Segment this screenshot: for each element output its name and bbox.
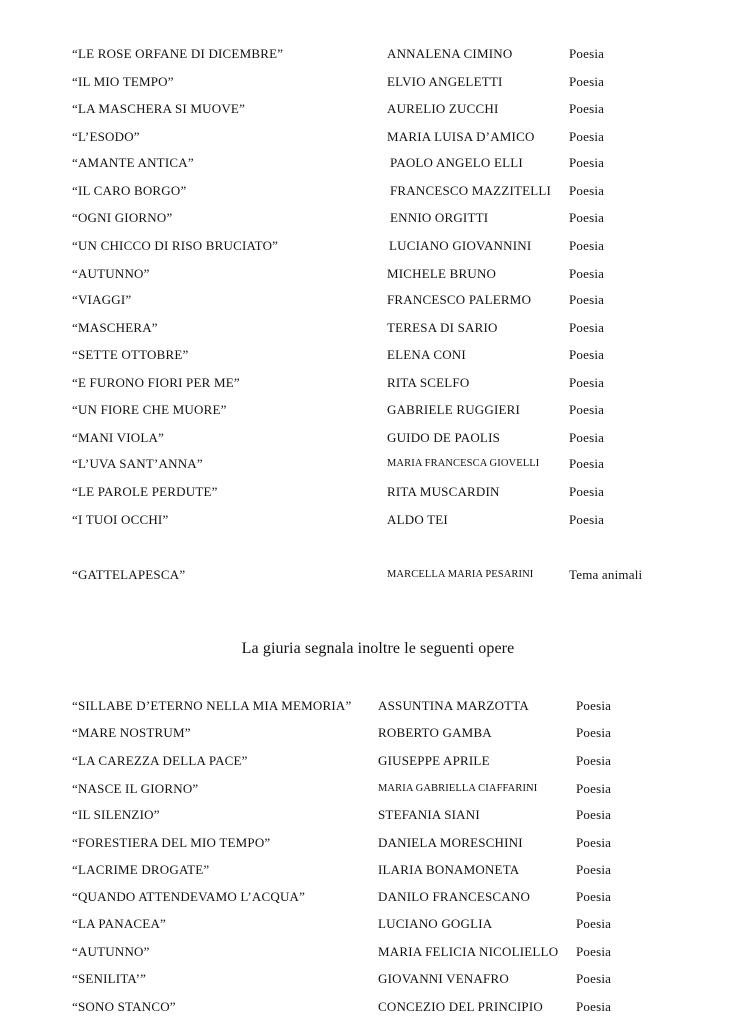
author-name: MARIA GABRIELLA CIAFFARINI [378,783,538,794]
special-entry [0,566,756,584]
section-heading: La giuria segnala inoltre le seguenti opere [241,640,515,657]
work-title: “SONO STANCO” [72,999,176,1014]
author-name: RITA SCELFO [387,375,470,390]
author-name: FRANCESCO MAZZITELLI [390,183,552,198]
author-name: FRANCESCO PALERMO [387,292,532,307]
work-title: “AUTUNNO” [72,944,150,959]
work-title: “MASCHERA” [72,320,158,335]
work-title: “IL MIO TEMPO” [72,74,174,89]
work-title: “E FURONO FIORI PER ME” [72,375,240,390]
author-name: DANIELA MORESCHINI [378,835,523,850]
work-title: “UN FIORE CHE MUORE” [72,402,227,417]
list-item [0,724,756,742]
author-name: MARIA FELICIA NICOLIELLO [378,944,559,959]
category-label: Poesia [576,807,612,822]
category-label: Poesia [569,129,605,144]
category-label: Poesia [569,430,605,445]
list-item [0,265,756,283]
list-item [0,237,756,255]
list-item [0,374,756,392]
list-item [0,697,756,715]
category-label: Poesia [569,155,605,170]
work-title: “SETTE OTTOBRE” [72,347,189,362]
category-label: Poesia [569,512,605,527]
author-name: ANNALENA CIMINO [387,46,513,61]
category-label: Poesia [569,402,605,417]
list-item [0,998,756,1016]
author-name: STEFANIA SIANI [378,807,480,822]
author-name: GABRIELE RUGGIERI [387,402,521,417]
author-name: ELVIO ANGELETTI [387,74,503,89]
work-title: “I TUOI OCCHI” [72,512,169,527]
work-title: “MARE NOSTRUM” [72,725,191,740]
work-title: “NASCE IL GIORNO” [72,781,199,796]
list-item [0,511,756,529]
author-name: PAOLO ANGELO ELLI [390,155,523,170]
list-item [0,291,756,309]
list-item [0,209,756,227]
category-label: Poesia [569,456,605,471]
work-title: “GATTELAPESCA” [72,567,186,582]
work-title: “IL CARO BORGO” [72,183,187,198]
category-label: Poesia [576,835,612,850]
category-label: Poesia [569,266,605,281]
list-item [0,834,756,852]
category-label: Poesia [569,238,605,253]
category-label: Poesia [569,101,605,116]
author-name: MARCELLA MARIA PESARINI [387,569,534,580]
list-item [0,455,756,473]
work-title: “LA CAREZZA DELLA PACE” [72,753,248,768]
list-item [0,970,756,988]
work-title: “LACRIME DROGATE” [72,862,210,877]
list-item [0,915,756,933]
category-label: Poesia [576,753,612,768]
author-name: ROBERTO GAMBA [378,725,492,740]
author-name: GIOVANNI VENAFRO [378,971,509,986]
list-item [0,888,756,906]
list-item [0,100,756,118]
author-name: GIUSEPPE APRILE [378,753,490,768]
category-label: Poesia [569,375,605,390]
category-label: Poesia [576,698,612,713]
work-title: “L’ESODO” [72,129,140,144]
author-name: MICHELE BRUNO [387,266,497,281]
category-label: Poesia [576,889,612,904]
list-item [0,45,756,63]
work-title: “FORESTIERA DEL MIO TEMPO” [72,835,271,850]
author-name: RITA MUSCARDIN [387,484,500,499]
category-label: Poesia [569,292,605,307]
author-name: ENNIO ORGITTI [390,210,489,225]
category-label: Poesia [576,725,612,740]
work-title: “SENILITA’” [72,971,147,986]
work-title: “AMANTE ANTICA” [72,155,194,170]
category-label: Tema animali [569,567,643,582]
list-item [0,943,756,961]
work-title: “UN CHICCO DI RISO BRUCIATO” [72,238,279,253]
work-title: “SILLABE D’ETERNO NELLA MIA MEMORIA” [72,698,352,713]
author-name: DANILO FRANCESCANO [378,889,531,904]
category-label: Poesia [576,971,612,986]
list-item [0,861,756,879]
category-label: Poesia [576,944,612,959]
category-label: Poesia [569,210,605,225]
work-title: “OGNI GIORNO” [72,210,173,225]
author-name: CONCEZIO DEL PRINCIPIO [378,999,543,1014]
category-label: Poesia [569,484,605,499]
author-name: LUCIANO GIOVANNINI [389,238,532,253]
author-name: ASSUNTINA MARZOTTA [378,698,529,713]
list-item [0,154,756,172]
work-title: “LA MASCHERA SI MUOVE” [72,101,246,116]
list-item [0,182,756,200]
author-name: TERESA DI SARIO [387,320,498,335]
category-label: Poesia [576,916,612,931]
list-item [0,806,756,824]
author-name: LUCIANO GOGLIA [378,916,493,931]
category-label: Poesia [576,781,612,796]
category-label: Poesia [569,46,605,61]
work-title: “LE PAROLE PERDUTE” [72,484,218,499]
list-item [0,73,756,91]
list-item [0,752,756,770]
category-label: Poesia [576,862,612,877]
author-name: AURELIO ZUCCHI [387,101,499,116]
author-name: MARIA LUISA D’AMICO [387,129,535,144]
work-title: “L’UVA SANT’ANNA” [72,456,203,471]
author-name: MARIA FRANCESCA GIOVELLI [387,458,540,469]
work-title: “QUANDO ATTENDEVAMO L’ACQUA” [72,889,306,904]
list-item [0,780,756,798]
work-title: “LA PANACEA” [72,916,167,931]
list-item [0,346,756,364]
list-item [0,483,756,501]
category-label: Poesia [576,999,612,1014]
author-name: ILARIA BONAMONETA [378,862,520,877]
work-title: “MANI VIOLA” [72,430,165,445]
author-name: GUIDO DE PAOLIS [387,430,501,445]
list-item [0,429,756,447]
work-title: “LE ROSE ORFANE DI DICEMBRE” [72,46,284,61]
list-item [0,319,756,337]
list-item [0,128,756,146]
author-name: ELENA CONI [387,347,466,362]
category-label: Poesia [569,347,605,362]
category-label: Poesia [569,320,605,335]
category-label: Poesia [569,183,605,198]
work-title: “VIAGGI” [72,292,132,307]
list-item [0,401,756,419]
author-name: ALDO TEI [387,512,448,527]
category-label: Poesia [569,74,605,89]
work-title: “AUTUNNO” [72,266,150,281]
work-title: “IL SILENZIO” [72,807,160,822]
